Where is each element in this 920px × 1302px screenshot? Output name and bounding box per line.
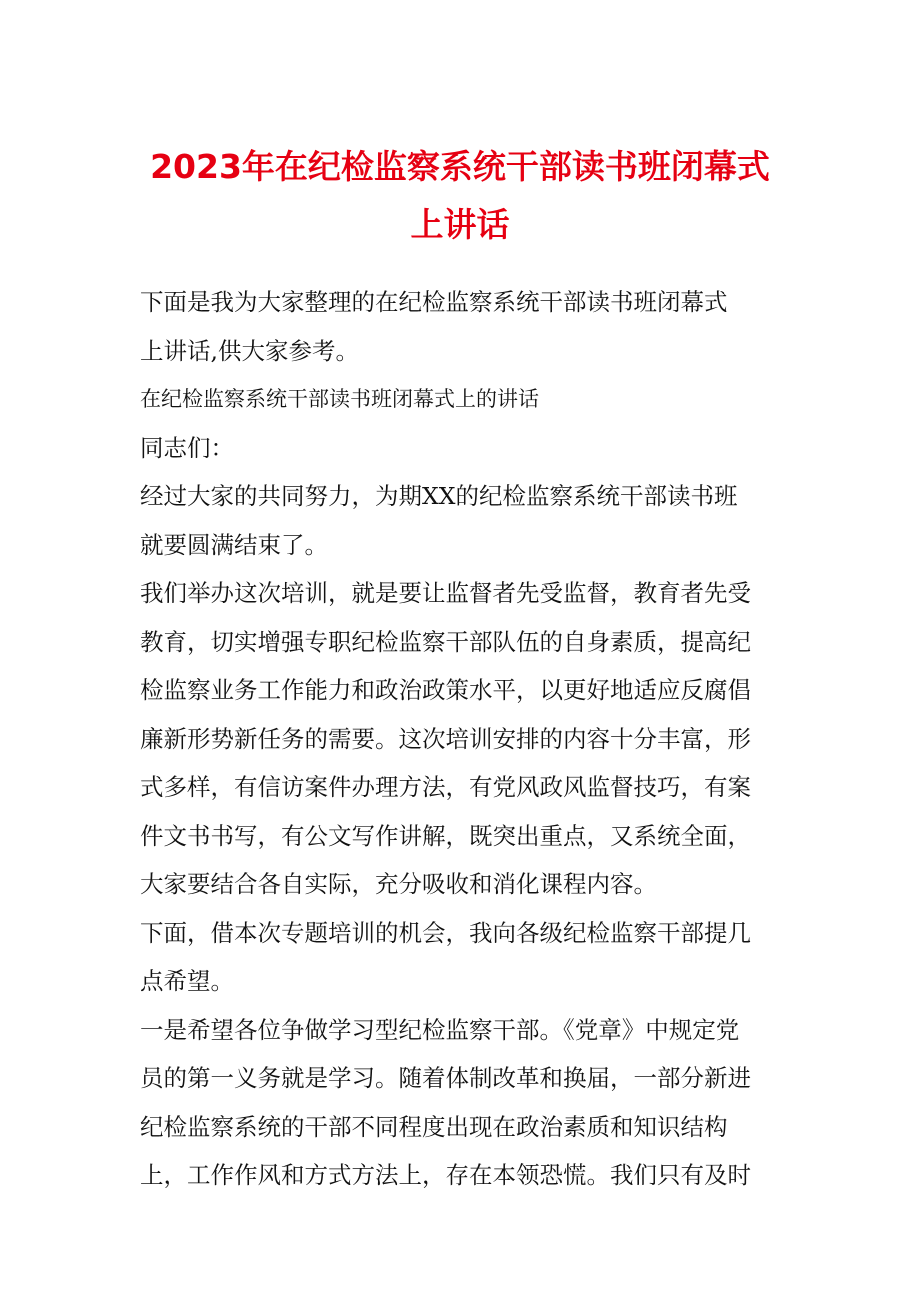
title-line: 2023年在纪检监察系统干部读书班闭幕式 bbox=[150, 147, 770, 186]
body-line: 我们举办这次培训，就是要让监督者先受监督，教育者先受 bbox=[140, 579, 751, 607]
body-line: 下面是我为大家整理的在纪检监察系统干部读书班闭幕式 bbox=[140, 288, 728, 316]
body-line: 廉新形势新任务的需要。这次培训安排的内容十分丰富，形 bbox=[140, 724, 751, 753]
body-line: 一是希望各位争做学习型纪检监察干部。《党章》中规定党 bbox=[140, 1015, 740, 1044]
body-line: 上，工作作风和方式方法上，存在本领恐慌。我们只有及时 bbox=[140, 1161, 751, 1189]
body-line: 上讲话,供大家参考。 bbox=[140, 336, 359, 365]
document-body bbox=[140, 278, 800, 1200]
title-line: 上讲话 bbox=[410, 205, 510, 244]
document-title bbox=[100, 138, 820, 254]
body-line: 纪检监察系统的干部不同程度出现在政治素质和知识结构 bbox=[140, 1112, 728, 1141]
body-line: 式多样，有信访案件办理方法，有党风政风监督技巧，有案 bbox=[140, 773, 751, 801]
body-line: 检监察业务工作能力和政治政策水平，以更好地适应反腐倡 bbox=[140, 676, 751, 704]
body-line: 员的第一义务就是学习。随着体制改革和换届，一部分新进 bbox=[140, 1064, 751, 1092]
body-line: 同志们： bbox=[140, 433, 234, 462]
body-line: 就要圆满结束了。 bbox=[140, 530, 328, 559]
body-line: 下面，借本次专题培训的机会，我向各级纪检监察干部提几 bbox=[140, 918, 751, 947]
body-line: 大家要结合各自实际，充分吸收和消化课程内容。 bbox=[140, 870, 657, 898]
body-line: 件文书书写，有公文写作讲解，既突出重点，又系统全面， bbox=[140, 821, 751, 850]
body-line: 点希望。 bbox=[140, 967, 234, 995]
body-line: 教育，切实增强专职纪检监察干部队伍的自身素质，提高纪 bbox=[140, 627, 751, 656]
body-line: 在纪检监察系统干部读书班闭幕式上的讲话 bbox=[140, 387, 539, 411]
body-line: 经过大家的共同努力，为期XX的纪检监察系统干部读书班 bbox=[140, 482, 738, 510]
